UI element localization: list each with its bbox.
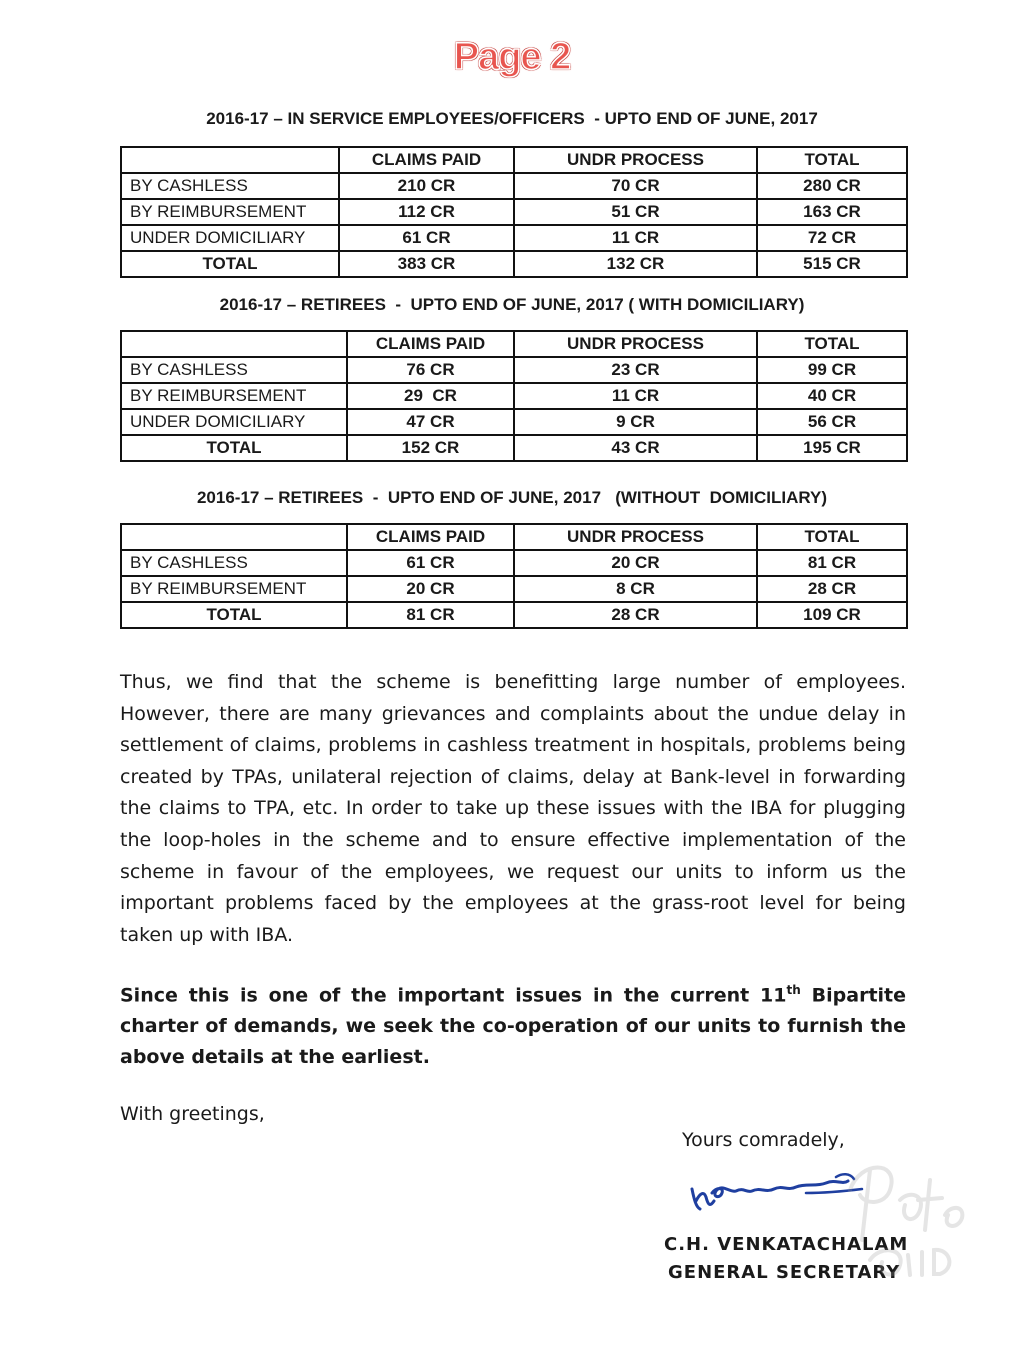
- table-cell: 28 CR: [514, 602, 757, 628]
- table-row: [121, 383, 907, 409]
- table-cell: 61 CR: [339, 225, 514, 251]
- table-row: [121, 225, 907, 251]
- bold-paragraph-text: Since this is one of the important issues in the current 11: [120, 984, 787, 1007]
- table-cell: 40 CR: [757, 383, 907, 409]
- body-paragraph: Thus, we find that the scheme is benefitting large number of employees. However, there are many grievances and complaints about the undue delay in settlement of claims, problems in cashless treatment in hospitals, problems being created by TPAs, unilateral rejection of claims, delay at Bank-level in forwarding the claims to TPA, etc. In order to take up these issues with the IBA for plugging the loop-holes in the scheme and to ensure effective implementation of the scheme in favour of the employees, we request our units to inform us the important problems faced by the employees at the grass-root level for being taken up with IBA.: [120, 671, 906, 946]
- row-label: TOTAL: [121, 251, 339, 277]
- table-cell: 81 CR: [347, 602, 514, 628]
- table-cell: 81 CR: [757, 550, 907, 576]
- table-total-row: [121, 435, 907, 461]
- header-cell: CLAIMS PAID: [339, 147, 514, 173]
- signatory-name: C.H. VENKATACHALAM: [664, 1234, 909, 1255]
- table-1-heading: 2016-17 – IN SERVICE EMPLOYEES/OFFICERS - UPTO END OF JUNE, 2017: [206, 109, 818, 128]
- table-header-row: [121, 524, 907, 550]
- row-label: TOTAL: [121, 602, 347, 628]
- header-cell: [121, 331, 347, 357]
- table-cell: 8 CR: [514, 576, 757, 602]
- row-label: BY CASHLESS: [121, 550, 347, 576]
- table-cell: 163 CR: [757, 199, 907, 225]
- row-label: BY REIMBURSEMENT: [121, 383, 347, 409]
- table-total-row: [121, 602, 907, 628]
- page-number-tag: Page 2: [453, 36, 571, 78]
- row-label: BY REIMBURSEMENT: [121, 199, 339, 225]
- table-cell: 99 CR: [757, 357, 907, 383]
- table-header-row: [121, 331, 907, 357]
- header-cell: [121, 524, 347, 550]
- table-cell: 11 CR: [514, 383, 757, 409]
- closing: Yours comradely,: [682, 1129, 845, 1151]
- table-row: [121, 199, 907, 225]
- signatory-title: GENERAL SECRETARY: [668, 1262, 901, 1283]
- table-cell: 29 CR: [347, 383, 514, 409]
- table-retirees-without-domiciliary: [120, 523, 908, 629]
- table-cell: 23 CR: [514, 357, 757, 383]
- table-row: [121, 576, 907, 602]
- table-cell: 515 CR: [757, 251, 907, 277]
- table-cell: 11 CR: [514, 225, 757, 251]
- header-cell: [121, 147, 339, 173]
- header-cell: TOTAL: [757, 524, 907, 550]
- table-header-row: [121, 147, 907, 173]
- table-cell: 195 CR: [757, 435, 907, 461]
- header-cell: UNDR PROCESS: [514, 524, 757, 550]
- row-label: UNDER DOMICILIARY: [121, 409, 347, 435]
- table-row: [121, 357, 907, 383]
- table-3-heading: 2016-17 – RETIREES - UPTO END OF JUNE, 2017 (WITHOUT DOMICILIARY): [196, 488, 828, 507]
- header-cell: TOTAL: [757, 331, 907, 357]
- header-cell: CLAIMS PAID: [347, 524, 514, 550]
- table-row: [121, 409, 907, 435]
- table-cell: 56 CR: [757, 409, 907, 435]
- header-cell: CLAIMS PAID: [347, 331, 514, 357]
- table-cell: 109 CR: [757, 602, 907, 628]
- row-label: BY CASHLESS: [121, 173, 339, 199]
- table-cell: 383 CR: [339, 251, 514, 277]
- table-row: [121, 550, 907, 576]
- table-row: [121, 173, 907, 199]
- superscript: th: [786, 983, 801, 997]
- table-cell: 112 CR: [339, 199, 514, 225]
- row-label: TOTAL: [121, 435, 347, 461]
- table-retirees-with-domiciliary: [120, 330, 908, 462]
- table-cell: 280 CR: [757, 173, 907, 199]
- row-label: UNDER DOMICILIARY: [121, 225, 339, 251]
- table-cell: 76 CR: [347, 357, 514, 383]
- table-cell: 20 CR: [514, 550, 757, 576]
- table-cell: 61 CR: [347, 550, 514, 576]
- table-cell: 47 CR: [347, 409, 514, 435]
- table-cell: 210 CR: [339, 173, 514, 199]
- header-cell: TOTAL: [757, 147, 907, 173]
- table-cell: 9 CR: [514, 409, 757, 435]
- header-cell: UNDR PROCESS: [514, 331, 757, 357]
- table-2-heading: 2016-17 – RETIREES - UPTO END OF JUNE, 2017 ( WITH DOMICILIARY): [219, 295, 805, 314]
- greeting: With greetings,: [120, 1103, 265, 1125]
- bold-paragraph-text: Bipartite charter of demands, we seek the co-operation of our units to furnish the above details at the earliest.: [120, 984, 907, 1069]
- table-cell: 152 CR: [347, 435, 514, 461]
- table-cell: 43 CR: [514, 435, 757, 461]
- bold-paragraph: [120, 975, 906, 1073]
- table-cell: 20 CR: [347, 576, 514, 602]
- header-cell: UNDR PROCESS: [514, 147, 757, 173]
- table-cell: 70 CR: [514, 173, 757, 199]
- photogrid-watermark: [830, 1150, 990, 1300]
- row-label: BY REIMBURSEMENT: [121, 576, 347, 602]
- table-cell: 28 CR: [757, 576, 907, 602]
- table-total-row: [121, 251, 907, 277]
- table-cell: 51 CR: [514, 199, 757, 225]
- table-cell: 72 CR: [757, 225, 907, 251]
- row-label: BY CASHLESS: [121, 357, 347, 383]
- table-in-service: [120, 146, 908, 278]
- table-cell: 132 CR: [514, 251, 757, 277]
